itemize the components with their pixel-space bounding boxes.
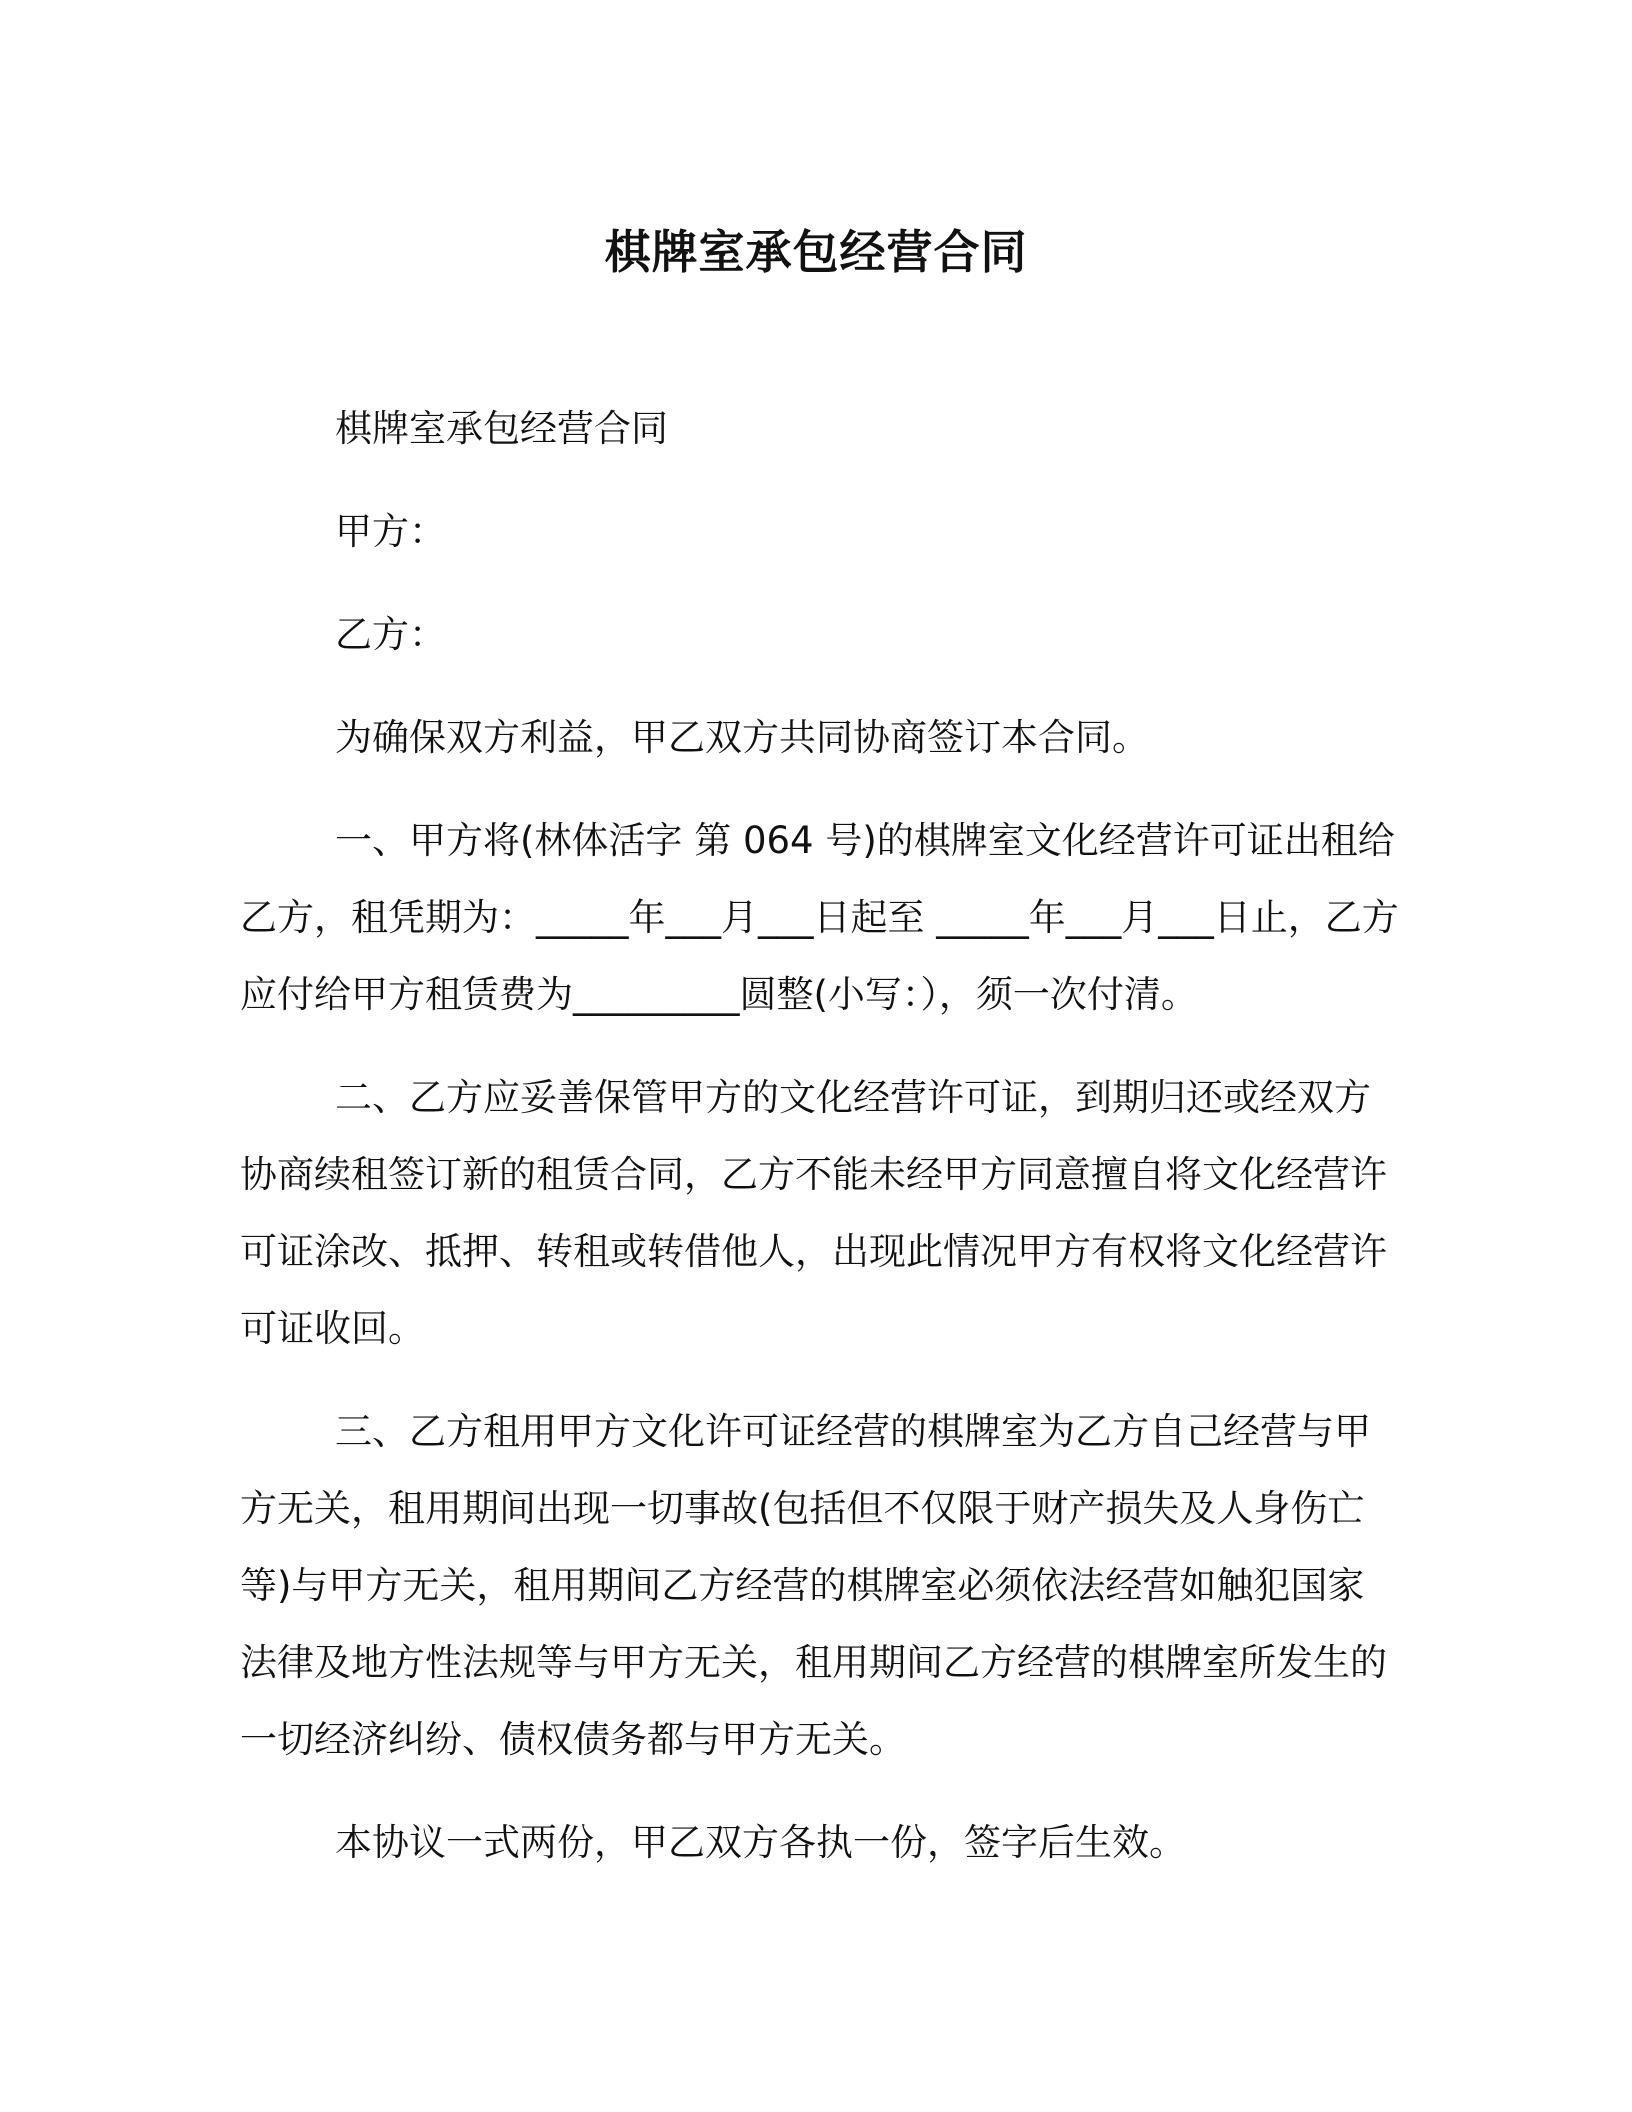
- paragraph-closing: 本协议一式两份，甲乙双方各执一份，签字后生效。: [335, 1821, 1186, 1864]
- paragraph-subtitle: 棋牌室承包经营合同: [335, 407, 668, 450]
- paragraph-party-b: 乙方：: [335, 613, 446, 656]
- paragraph-intro: 为确保双方利益，甲乙双方共同协商签订本合同。: [335, 716, 1149, 759]
- paragraph-clause-3: 三、乙方租用甲方文化许可证经营的棋牌室为乙方自己经营与甲方无关，租用期间出现一切事故(包括但不仅限于财产损失及人身伤亡等)与甲方无关，租用期间乙方经营的棋牌室必须依法经营如触犯国家法律及地方性法规等与甲方无关，租用期间乙方经营的棋牌室所发生的一切经济纠纷、债权债务都与甲方无关。: [240, 1410, 1387, 1761]
- paragraph-clause-1: 一、甲方将(林体活字 第 064 号)的棋牌室文化经营许可证出租给乙方，租凭期为：_____年___月___日起至 _____年___月___日止，乙方应付给甲方租赁费为_________圆整(小写：），须一次付清。: [240, 819, 1399, 1016]
- document-title: 棋牌室承包经营合同: [604, 225, 1028, 279]
- paragraph-party-a: 甲方：: [335, 510, 446, 553]
- document-body: [240, 390, 1400, 1907]
- paragraph-clause-2: 二、乙方应妥善保管甲方的文化经营许可证，到期归还或经双方协商续租签订新的租赁合同，乙方不能未经甲方同意擅自将文化经营许可证涂改、抵押、转租或转借他人，出现此情况甲方有权将文化经营许可证收回。: [240, 1076, 1387, 1350]
